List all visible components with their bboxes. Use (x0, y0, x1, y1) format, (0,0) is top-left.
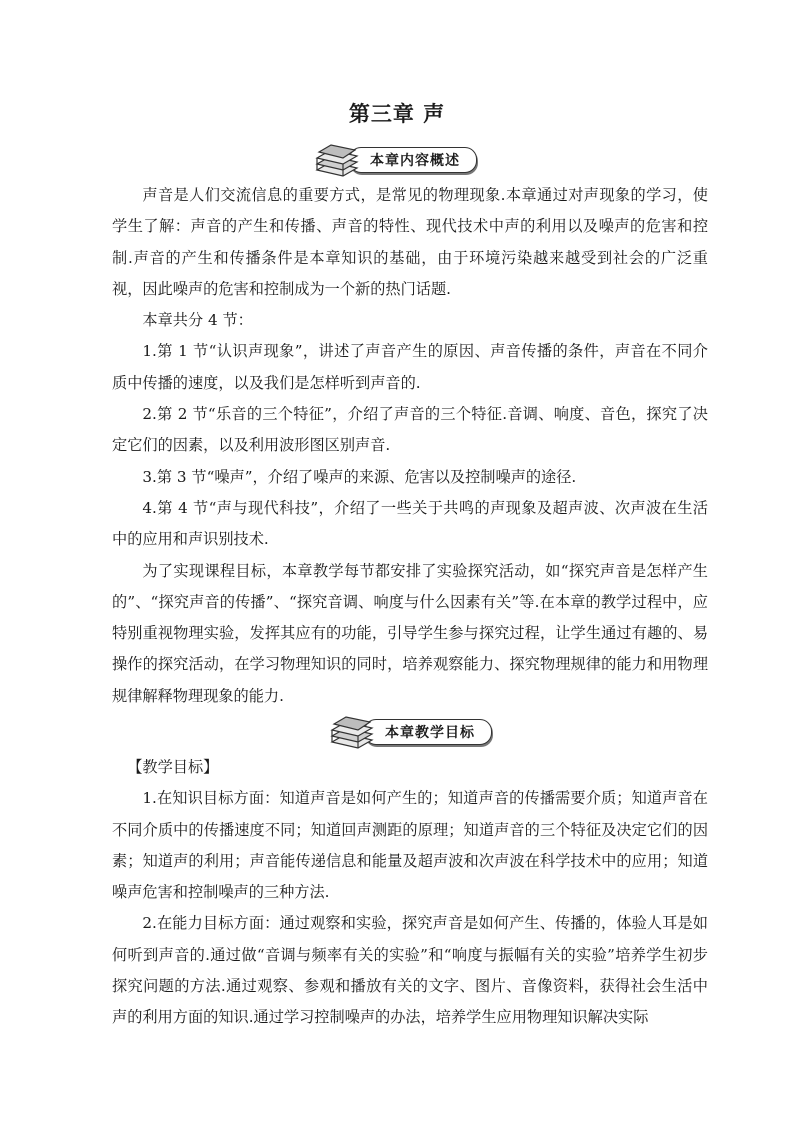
overview-section (112, 180, 708, 712)
paragraph: 4.第 4 节“声与现代科技”，介绍了一些关于共鸣的声现象及超声波、次声波在生活中的应用和声识别技术. (112, 498, 708, 549)
section-badge-goals (328, 714, 492, 750)
chapter-title: 第三章 声 (348, 102, 446, 126)
section-badge-label: 本章教学目标 (364, 719, 492, 745)
goals-section (112, 752, 708, 1034)
paragraph: 声音是人们交流信息的重要方式，是常见的物理现象.本章通过对声现象的学习，使学生了解：声音的产生和传播、声音的特性、现代技术中声的利用以及噪声的危害和控制.声音的产生和传播条件是本章知识的基础，由于环境污染越来越受到社会的广泛重视，因此噪声的危害和控制成为一个新的热门话题. (112, 186, 708, 298)
paragraph: 为了实现课程目标，本章教学每节都安排了实验探究活动，如“探究声音是怎样产生的”、“探究声音的传播”、“探究音调、响度与什么因素有关”等.在本章的教学过程中，应特别重视物理实验，发挥其应有的功能，引导学生参与探究过程，让学生通过有趣的、易操作的探究活动，在学习物理知识的同时，培养观察能力、探究物理规律的能力和用物理规律解释物理现象的能力. (112, 561, 708, 705)
paragraph: 3.第 3 节“噪声”，介绍了噪声的来源、危害以及控制噪声的途径. (142, 467, 577, 486)
books-icon (328, 714, 374, 750)
paragraph: 2.在能力目标方面：通过观察和实验，探究声音是如何产生、传播的，体验人耳是如何听到声音的.通过做“音调与频率有关的实验”和“响度与振幅有关的实验”培养学生初步探究问题的方法.通过观察、参观和播放有关的文字、图片、音像资料，获得社会生活中声的利用方面的知识.通过学习控制噪声的办法，培养学生应用物理知识解决实际 (112, 914, 708, 1027)
section-badge-overview (313, 142, 477, 178)
paragraph: 1.在知识目标方面：知道声音是如何产生的；知道声音的传播需要介质；知道声音在不同介质中的传播速度不同；知道回声测距的原理；知道声音的三个特征及决定它们的因素；知道声的利用；声音能传递信息和能量及超声波和次声波在科学技术中的应用；知道噪声危害和控制噪声的三种方法. (112, 789, 708, 902)
section-badge-label: 本章内容概述 (349, 147, 477, 173)
paragraph: 1.第 1 节“认识声现象”，讲述了声音产生的原因、声音传播的条件，声音在不同介质中传播的速度，以及我们是怎样听到声音的. (112, 342, 708, 392)
paragraph: 本章共分 4 节： (142, 311, 253, 330)
books-icon (313, 142, 359, 178)
paragraph: 2.第 2 节“乐音的三个特征”，介绍了声音的三个特征.音调、响度、音色，探究了决定它们的因素，以及利用波形图区别声音. (112, 405, 708, 455)
section-heading: 【教学目标】 (127, 758, 219, 776)
